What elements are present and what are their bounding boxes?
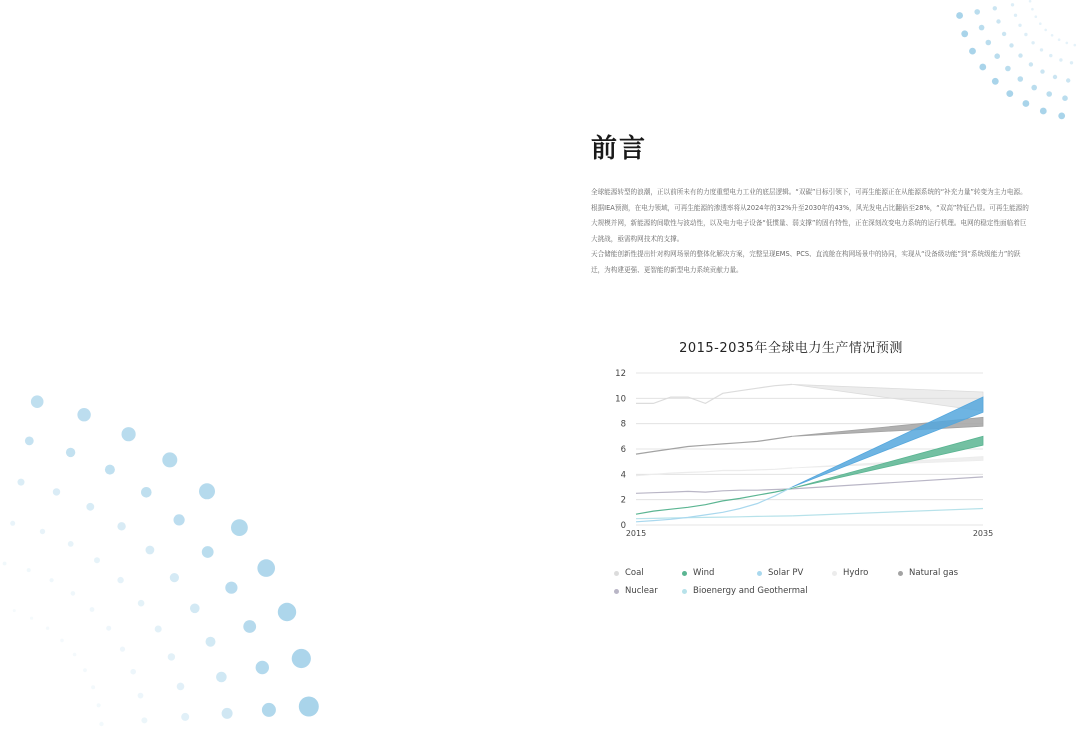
series-line-natural-gas xyxy=(636,436,792,454)
x-tick-label: 2035 xyxy=(972,529,994,538)
chart-title: 2015-2035年全球电力生产情况预测 xyxy=(679,341,903,356)
y-tick-label: 12 xyxy=(615,369,626,379)
preface-paragraph-1: 全球能源转型的浪潮，正以前所未有的力度重塑电力工业的底层逻辑。“双碳”目标引领下，可再生能源正在从能源系统的“补充力量”转变为主力电源。根据IEA预测，在电力领域，可再生能源的渗透率将从2024年的32%升至2030年的43%，风光发电占比翻倍至28%，“双高”特征凸显。可再生能源的大规模并网，新能源的间歇性与波动性，以及电力电子设备“低惯量、弱支撑”的固有特性，正在深刻改变电力系统的运行机理。电网的稳定性面临着巨大挑战，亟需构网技术的支撑。 xyxy=(591,188,1029,243)
decorative-dot xyxy=(73,653,77,657)
decorative-dot xyxy=(243,620,256,633)
legend-dot-nuclear xyxy=(614,589,619,594)
legend-item-hydro xyxy=(832,568,898,578)
projection-line-nuclear xyxy=(792,477,983,489)
chart-legend xyxy=(614,564,1034,600)
projection-band-solar-pv xyxy=(792,397,983,487)
decorative-dot xyxy=(30,617,33,620)
decorative-dot xyxy=(18,479,25,486)
decorative-dot xyxy=(162,452,177,467)
legend-item-bioenergy xyxy=(682,586,808,596)
decorative-dot xyxy=(40,529,45,534)
decorative-dot xyxy=(83,668,87,672)
decorative-dot xyxy=(99,722,103,726)
y-tick-label: 2 xyxy=(620,495,626,506)
decorative-dot xyxy=(130,669,136,675)
decorative-dot xyxy=(13,609,16,612)
y-tick-label: 8 xyxy=(620,419,626,430)
decorative-dot xyxy=(117,522,125,530)
legend-label-natural-gas: Natural gas xyxy=(909,568,959,578)
decorative-dot xyxy=(91,685,95,689)
legend-dot-hydro xyxy=(832,571,837,576)
decorative-dot xyxy=(120,647,125,652)
legend-dot-solar-pv xyxy=(757,571,762,576)
preface-text xyxy=(591,185,1031,279)
decorative-dot xyxy=(222,708,233,719)
decorative-dot xyxy=(71,591,76,596)
legend-dot-wind xyxy=(682,571,687,576)
decorative-dot xyxy=(50,578,54,582)
preface-paragraph-2: 天合储能创新性提出针对构网场景的整体化解决方案，完整呈现EMS、PCS、直流舱在构网场景中的协同，实现从“设备级功能”到“系统级能力”的跃迁，为构建更强、更智能的新型电力系统贡献力量。 xyxy=(591,250,1021,274)
decorative-dot xyxy=(155,626,162,633)
legend-item-solar-pv xyxy=(757,568,832,578)
y-tick-label: 6 xyxy=(620,445,626,455)
decorative-dot xyxy=(77,408,90,421)
decorative-dot xyxy=(146,546,155,555)
series-line-coal xyxy=(636,384,792,403)
legend-row xyxy=(614,582,1034,600)
decorative-dot xyxy=(292,649,311,668)
decorative-dot xyxy=(190,604,200,614)
decorative-dot xyxy=(181,713,189,721)
y-tick-label: 10 xyxy=(615,394,626,405)
decorative-dot xyxy=(216,672,227,683)
decorative-dot xyxy=(66,448,75,457)
decorative-dot xyxy=(299,697,319,717)
legend-label-bioenergy: Bioenergy and Geothermal xyxy=(693,586,808,596)
decorative-dot xyxy=(278,603,296,621)
y-tick-label: 0 xyxy=(620,521,626,531)
projection-line-bioenergy-and-geothermal xyxy=(792,509,983,516)
legend-label-solar-pv: Solar PV xyxy=(768,568,804,578)
decorative-dot xyxy=(202,546,214,558)
legend-item-coal xyxy=(614,568,682,578)
legend-label-wind: Wind xyxy=(693,568,715,578)
legend-item-wind xyxy=(682,568,757,578)
decorative-dot xyxy=(97,703,101,707)
y-tick-label: 4 xyxy=(620,470,626,481)
decorative-dot xyxy=(141,717,147,723)
decorative-dot xyxy=(60,639,64,643)
decorative-dot xyxy=(94,557,100,563)
decorative-dot xyxy=(3,562,7,566)
decorative-dot xyxy=(86,503,94,511)
decorative-dot xyxy=(199,483,215,499)
decorative-dot xyxy=(257,559,275,577)
decorative-dot xyxy=(168,653,175,660)
electricity-production-chart xyxy=(600,362,1000,542)
decorative-dot xyxy=(46,627,49,630)
x-tick-label: 2015 xyxy=(625,529,647,538)
decorative-dot xyxy=(105,465,115,475)
decorative-dot xyxy=(27,568,31,572)
legend-label-hydro: Hydro xyxy=(843,568,869,578)
legend-item-nuclear xyxy=(614,586,682,596)
decorative-dot xyxy=(10,521,15,526)
decorative-dot xyxy=(106,626,111,631)
decorative-dot xyxy=(231,519,248,536)
legend-dot-coal xyxy=(614,571,619,576)
decorative-dot xyxy=(68,541,74,547)
decorative-dot xyxy=(31,395,44,408)
legend-dot-natural-gas xyxy=(898,571,903,576)
decorative-dot xyxy=(138,693,144,699)
decorative-dot xyxy=(117,577,123,583)
decorative-dot xyxy=(138,600,145,607)
decorative-dot xyxy=(174,514,185,525)
legend-item-natural-gas xyxy=(898,568,958,578)
decorative-dot xyxy=(177,683,185,691)
legend-dot-bioenergy xyxy=(682,589,687,594)
legend-row xyxy=(614,564,1034,582)
legend-label-nuclear: Nuclear xyxy=(625,586,658,596)
decorative-dot xyxy=(122,427,136,441)
decorative-dot xyxy=(206,637,216,647)
decorative-dot xyxy=(225,582,237,594)
decorative-dot xyxy=(53,488,60,495)
decorative-dot xyxy=(25,437,34,446)
decorative-dot xyxy=(170,573,179,582)
legend-label-coal: Coal xyxy=(625,568,644,578)
decorative-dot xyxy=(256,661,269,674)
decorative-dot xyxy=(90,607,95,612)
projection-band-coal xyxy=(792,384,983,411)
page-heading: 前言 xyxy=(591,134,648,164)
series-line-bioenergy-and-geothermal xyxy=(636,516,792,519)
decorative-dot xyxy=(262,703,276,717)
decorative-dot xyxy=(141,487,152,498)
